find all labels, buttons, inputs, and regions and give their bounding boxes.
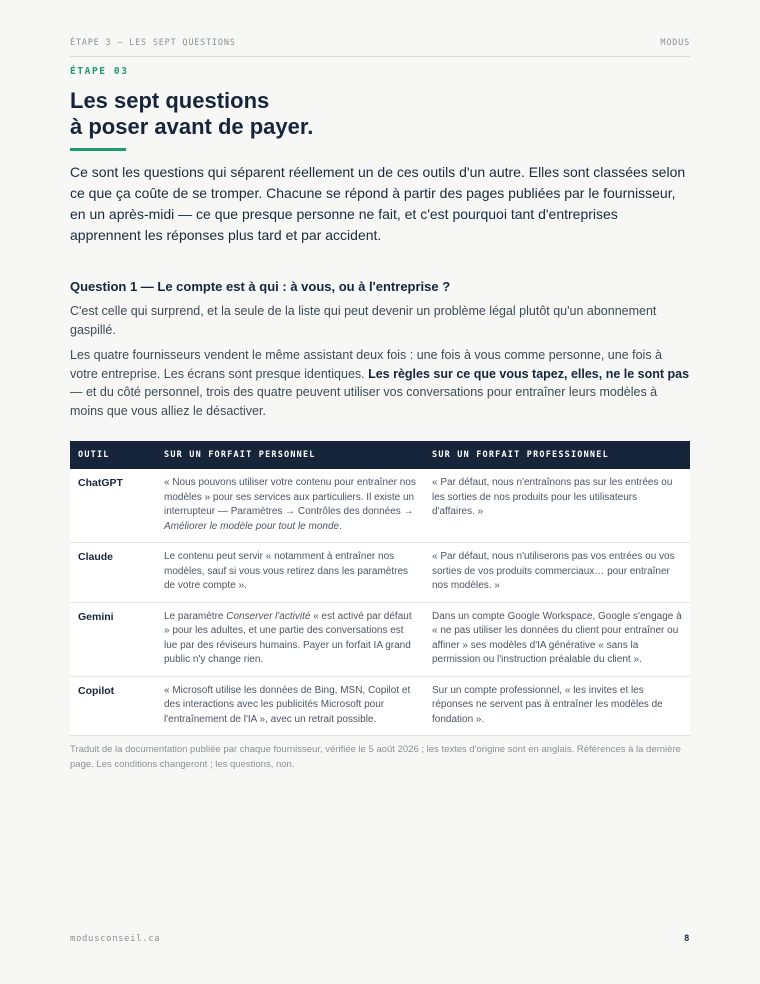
table-row bbox=[70, 602, 690, 676]
tool-name-gemini: Gemini bbox=[70, 602, 156, 676]
table-row bbox=[70, 469, 690, 543]
page-number: 8 bbox=[683, 934, 690, 944]
running-header-section: ÉTAPE 3 — LES SEPT QUESTIONS bbox=[70, 38, 236, 48]
source-footnote: Traduit de la documentation publiée par chaque fournisseur, vérifiée le 5 août 2026 ; les textes d'origine sont en anglais. Références à la dernière page. Les conditions changeront ; les questions, non. bbox=[70, 744, 681, 770]
header-business-plan: SUR UN FORFAIT PROFESSIONNEL bbox=[424, 441, 690, 469]
personal-policy-copilot bbox=[156, 676, 424, 736]
personal-policy-text-end: . bbox=[339, 520, 342, 532]
personal-policy-text: Le contenu peut servir « notamment à entraîner nos modèles, sauf si vous vous retirez dans les paramètres de votre compte ». bbox=[164, 551, 408, 591]
question-heading: Question 1 — Le compte est à qui : à vous, ou à l'entreprise ? bbox=[70, 279, 451, 294]
business-policy-gemini: Dans un compte Google Workspace, Google s'engage à « ne pas utiliser les données du client pour entraîner ou affiner » ses modèles d'IA générative « sans la permission ou l'instruction préalable du client ». bbox=[424, 602, 690, 676]
personal-policy-setting: Améliorer le modèle pour tout le monde bbox=[164, 520, 340, 532]
table-row bbox=[70, 676, 690, 736]
comparison-table-wrapper bbox=[70, 441, 690, 736]
running-header bbox=[70, 38, 690, 57]
tool-name-chatgpt: ChatGPT bbox=[70, 469, 156, 543]
tool-name-copilot: Copilot bbox=[70, 676, 156, 736]
running-header-brand: MODUS bbox=[660, 38, 690, 48]
page-title-line-1: Les sept questions bbox=[70, 88, 270, 113]
personal-policy-text-end: « est activé par défaut » pour les adultes, et une partie des conversations est lue par des réviseurs humains. Payer un forfait IA grand public n'y change rien. bbox=[164, 610, 412, 665]
question-paragraph-1: C'est celle qui surprend, et la seule de la liste qui peut devenir un problème légal plutôt qu'un abonnement gaspillé. bbox=[70, 304, 657, 337]
personal-policy-text: Le paramètre bbox=[164, 610, 227, 622]
table-header-row bbox=[70, 441, 690, 469]
question-paragraph-2-start: Les quatre fournisseurs vendent le même assistant deux fois : une fois à vous comme personne, une fois à votre entreprise. Les écrans sont presque identiques. bbox=[70, 348, 662, 381]
question-paragraph-2-end: — et du côté personnel, trois des quatre peuvent utiliser vos conversations pour entraîner leurs modèles à moins que vous alliez le désactiver. bbox=[70, 385, 658, 418]
lede-paragraph: Ce sont les questions qui séparent réellement un de ces outils d'un autre. Elles sont classées selon ce que ça coûte de se tromper. Chacune se répond à partir des pages publiées par le fournisseur, en un après-midi — ce que presque personne ne fait, et c'est pourquoi tant d'entreprises apprennent les réponses plus tard et par accident. bbox=[70, 164, 686, 243]
personal-policy-text: « Microsoft utilise les données de Bing, MSN, Copilot et des interactions avec les publicités Microsoft pour l'entraînement de l'IA », avec un retrait possible. bbox=[164, 684, 411, 725]
business-policy-claude: « Par défaut, nous n'utiliserons pas vos entrées ou vos sorties de vos produits commerciaux… pour entraîner nos modèles. » bbox=[424, 543, 690, 603]
page-title bbox=[70, 88, 313, 140]
business-policy-chatgpt: « Par défaut, nous n'entraînons pas sur les entrées ou les sorties de nos produits pour les utilisateurs d'affaires. » bbox=[424, 469, 690, 543]
personal-policy-gemini bbox=[156, 602, 424, 676]
question-paragraph-2-emphasis: Les règles sur ce que vous tapez, elles, ne le sont pas bbox=[368, 366, 690, 381]
question-paragraph-2 bbox=[70, 346, 690, 420]
footer-website: modusconseil.ca bbox=[70, 934, 161, 944]
personal-policy-text: « Nous pouvons utiliser votre contenu pour entraîner nos modèles » pour ses services aux particuliers. Il existe un interrupteur — Paramètres → Contrôles des données → bbox=[164, 477, 416, 517]
tool-name-claude: Claude bbox=[70, 543, 156, 603]
table-row bbox=[70, 543, 690, 603]
personal-policy-chatgpt bbox=[156, 469, 424, 543]
header-tool: OUTIL bbox=[70, 441, 156, 469]
page-title-line-2: à poser avant de payer. bbox=[70, 114, 314, 139]
section-kicker: ÉTAPE 03 bbox=[70, 66, 129, 77]
personal-policy-claude bbox=[156, 543, 424, 603]
header-personal-plan: SUR UN FORFAIT PERSONNEL bbox=[156, 441, 424, 469]
personal-policy-setting: Conserver l'activité bbox=[226, 610, 311, 622]
title-accent-rule bbox=[70, 148, 126, 151]
business-policy-copilot: Sur un compte professionnel, « les invites et les réponses ne servent pas à entraîner les modèles de fondation ». bbox=[424, 676, 690, 736]
page-footer bbox=[70, 934, 690, 944]
comparison-table bbox=[70, 441, 690, 736]
